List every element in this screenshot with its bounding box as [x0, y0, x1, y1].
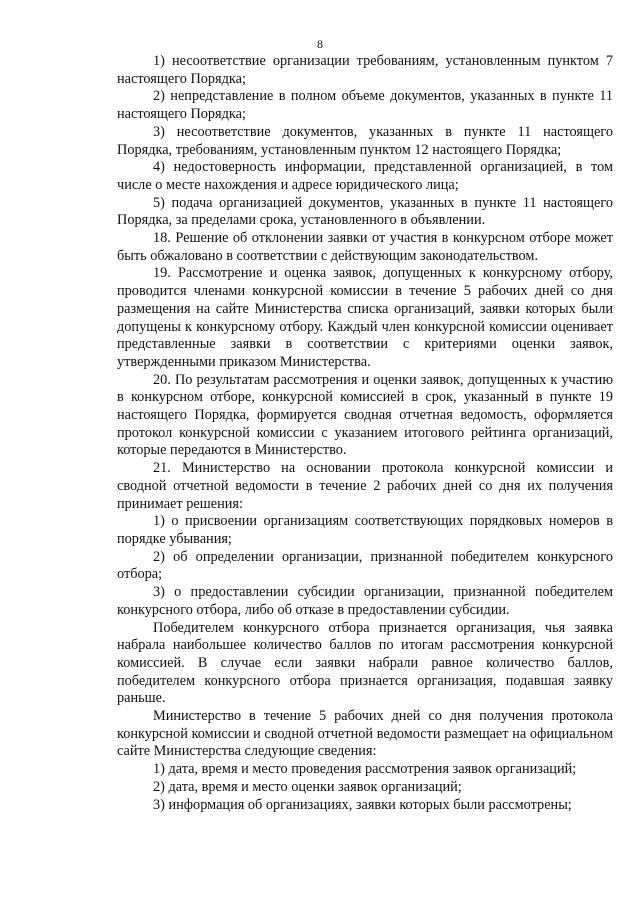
paragraph-decision-1: 1) о присвоении организациям соответствующих порядковых номеров в порядке убывания;	[117, 513, 613, 547]
paragraph-info-2: 2) дата, время и место оценки заявок организаций;	[153, 778, 462, 795]
paragraph-decision-2: 2) об определении организации, признанной победителем конкурсного отбора;	[117, 548, 613, 583]
document-body	[117, 53, 613, 814]
paragraph-condition-4: 4) недостоверность информации, представленной организацией, в том числе о месте нахождения и адресе юридического лица;	[117, 159, 613, 193]
paragraph-condition-1: 1) несоответствие организации требованиям, установленным пунктом 7 настоящего Порядка;	[117, 53, 613, 87]
paragraph-condition-3: 3) несоответствие документов, указанных в пункте 11 настоящего Порядка, требованиям, установленным пунктом 12 настоящего Порядка;	[117, 123, 613, 158]
paragraph-clause-20: 20. По результатам рассмотрения и оценки заявок, допущенных к участию в конкурсном отборе, конкурсной комиссией в срок, указанный в пункте 19 настоящего Порядка, формируется сводная отчетная ведомость, оформляется протокол конкурсной комиссии с указанием итогового рейтинга организаций, которые передаются в Министерство.	[117, 371, 613, 459]
paragraph-clause-18: 18. Решение об отклонении заявки от участия в конкурсном отборе может быть обжаловано в соответствии с действующим законодательством.	[117, 230, 613, 264]
paragraph-condition-5: 5) подача организацией документов, указанных в пункте 11 настоящего Порядка, за пределами срока, установленного в объявлении.	[117, 194, 613, 229]
paragraph-condition-2: 2) непредставление в полном объеме документов, указанных в пункте 11 настоящего Порядка;	[117, 88, 613, 123]
paragraph-info-1: 1) дата, время и место проведения рассмотрения заявок организаций;	[153, 761, 577, 778]
paragraph-decision-3: 3) о предоставлении субсидии организации, признанной победителем конкурсного отбора, либо об отказе в предоставлении субсидии.	[117, 584, 613, 618]
paragraph-info-3: 3) информация об организациях, заявки которых были рассмотрены;	[153, 796, 572, 813]
page-number: 8	[317, 37, 323, 51]
paragraph-clause-21: 21. Министерство на основании протокола конкурсной комиссии и сводной отчетной ведомости в течение 2 рабочих дней со дня их получения принимает решения:	[117, 460, 613, 512]
paragraph-winner: Победителем конкурсного отбора признается организация, чья заявка набрала наибольшее количество баллов по итогам рассмотрения конкурсной комиссией. В случае если заявки набрали равное количество баллов, победителем конкурсного отбора признается организация, подавшая заявку раньше.	[117, 619, 613, 707]
paragraph-clause-19: 19. Рассмотрение и оценка заявок, допущенных к конкурсному отбору, проводится членами конкурсной комиссии в течение 5 рабочих дней со дня размещения на сайте Министерства списка организаций, заявки которых были допущены к конкурсному отбору. Каждый член конкурсной комиссии оценивает представленные заявки в соответствии с критериями оценки заявок, утвержденными приказом Министерства.	[117, 265, 613, 370]
paragraph-publication: Министерство в течение 5 рабочих дней со дня получения протокола конкурсной комиссии и сводной отчетной ведомости размещает на официальном сайте Министерства следующие сведения:	[117, 708, 613, 760]
